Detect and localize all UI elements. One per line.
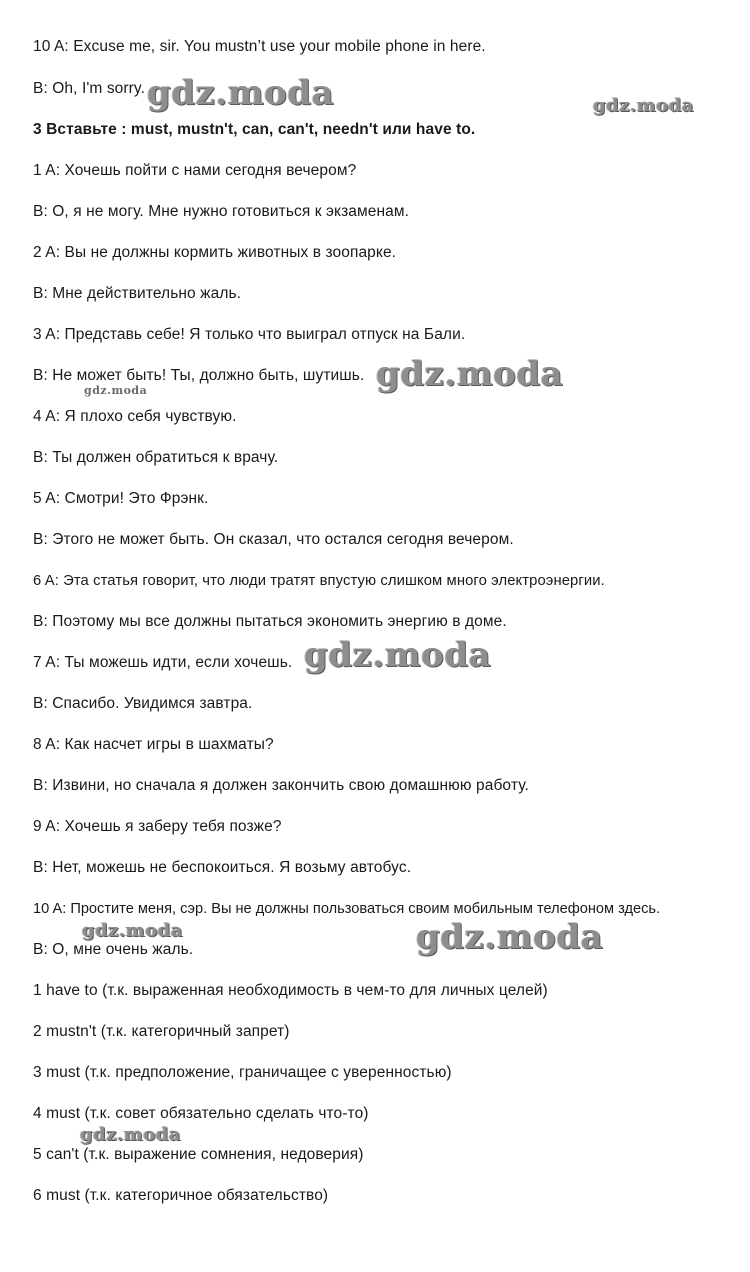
text-line: B: Нет, можешь не беспокоиться. Я возьму автобус. xyxy=(33,859,412,876)
watermark: gdz.moda xyxy=(416,917,604,957)
text-line: B: Oh, I'm sorry. xyxy=(33,80,146,97)
text-line: B: О, я не могу. Мне нужно готовиться к экзаменам. xyxy=(33,203,410,220)
text-line: 8 A: Как насчет игры в шахматы? xyxy=(33,736,274,753)
text-line: 10 A: Excuse me, sir. You mustn’t use your mobile phone in here. xyxy=(33,38,486,55)
watermark: gdz.moda xyxy=(304,635,492,675)
text-line: 10 A: Простите меня, сэр. Вы не должны пользоваться своим мобильным телефоном здесь. xyxy=(33,901,661,917)
text-line: B: Спасибо. Увидимся завтра. xyxy=(33,695,253,712)
text-line: B: Мне действительно жаль. xyxy=(33,285,242,302)
text-line: 7 A: Ты можешь идти, если хочешь. xyxy=(33,654,293,671)
watermark: gdz.moda xyxy=(82,920,183,941)
text-line: B: Этого не может быть. Он сказал, что остался сегодня вечером. xyxy=(33,531,514,548)
answer-line: 1 have to (т.к. выраженная необходимость в чем-то для личных целей) xyxy=(33,982,548,999)
text-line: B: Ты должен обратиться к врачу. xyxy=(33,449,279,466)
text-line: B: Не может быть! Ты, должно быть, шутишь. xyxy=(33,367,365,384)
watermark: gdz.moda xyxy=(147,73,335,113)
answer-line: 3 must (т.к. предположение, граничащее с уверенностью) xyxy=(33,1064,452,1081)
exercise-heading: 3 Вставьте : must, mustn't, can, can't, needn't или have to. xyxy=(33,121,476,138)
text-line: 3 A: Представь себе! Я только что выиграл отпуск на Бали. xyxy=(33,326,466,343)
answer-line: 6 must (т.к. категоричное обязательство) xyxy=(33,1187,329,1204)
text-line: 6 A: Эта статья говорит, что люди тратят впустую слишком много электроэнергии. xyxy=(33,573,605,589)
answer-line: 4 must (т.к. совет обязательно сделать что-то) xyxy=(33,1105,369,1122)
text-line: B: О, мне очень жаль. xyxy=(33,941,194,958)
watermark: gdz.moda xyxy=(593,95,694,116)
text-line: 1 A: Хочешь пойти с нами сегодня вечером? xyxy=(33,162,357,179)
text-line: 5 A: Смотри! Это Фрэнк. xyxy=(33,490,209,507)
text-line: 4 A: Я плохо себя чувствую. xyxy=(33,408,237,425)
text-line: 9 A: Хочешь я заберу тебя позже? xyxy=(33,818,282,835)
text-line: B: Извини, но сначала я должен закончить свою домашнюю работу. xyxy=(33,777,529,794)
answer-line: 5 can't (т.к. выражение сомнения, недоверия) xyxy=(33,1146,364,1163)
answer-line: 2 mustn't (т.к. категоричный запрет) xyxy=(33,1023,290,1040)
text-line: 2 A: Вы не должны кормить животных в зоопарке. xyxy=(33,244,397,261)
watermark: gdz.moda xyxy=(80,1124,181,1145)
watermark: gdz.moda xyxy=(376,354,564,394)
watermark: gdz.moda xyxy=(84,384,148,397)
text-line: B: Поэтому мы все должны пытаться экономить энергию в доме. xyxy=(33,613,507,630)
